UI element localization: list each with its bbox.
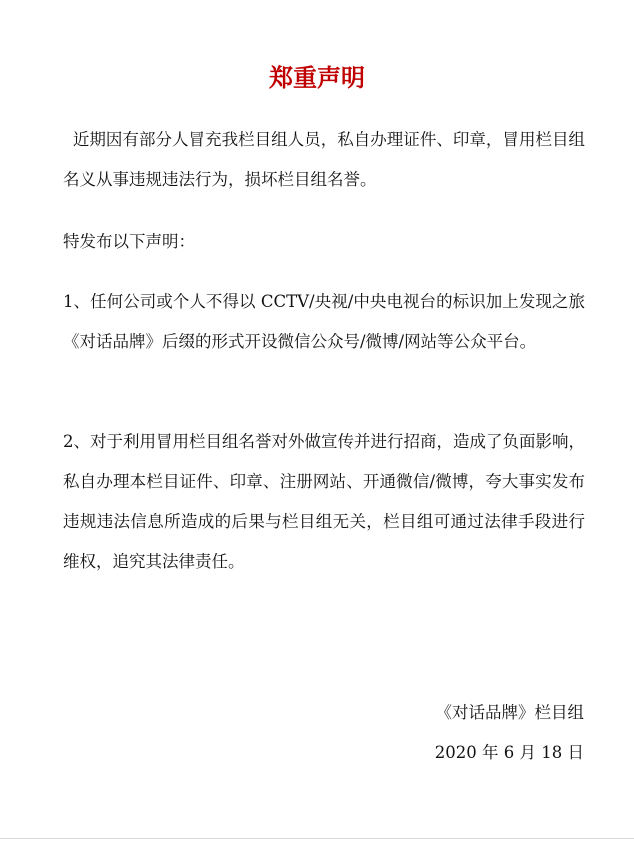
bottom-divider (0, 838, 634, 839)
statement-item-1: 1、任何公司或个人不得以 CCTV/央视/中央电视台的标识加上发现之旅《对话品牌》后缀的形式开设微信公众号/微博/网站等公众平台。 (63, 292, 585, 351)
signature: 《对话品牌》栏目组 (435, 703, 584, 722)
intro-paragraph: 近期因有部分人冒充我栏目组人员，私自办理证件、印章，冒用栏目组名义从事违规违法行为，损坏栏目组名誉。 (63, 130, 585, 189)
statement-item-2: 2、对于利用冒用栏目组名誉对外做宣传并进行招商，造成了负面影响，私自办理本栏目证件、印章、注册网站、开通微信/微博，夸大事实发布违规违法信息所造成的后果与栏目组无关，栏目组可通过法律手段进行维权，追究其法律责任。 (63, 432, 585, 571)
announcement-line: 特发布以下声明： (63, 232, 195, 251)
date: 2020 年 6 月 18 日 (434, 743, 584, 762)
page-title: 郑重声明 (269, 64, 365, 92)
